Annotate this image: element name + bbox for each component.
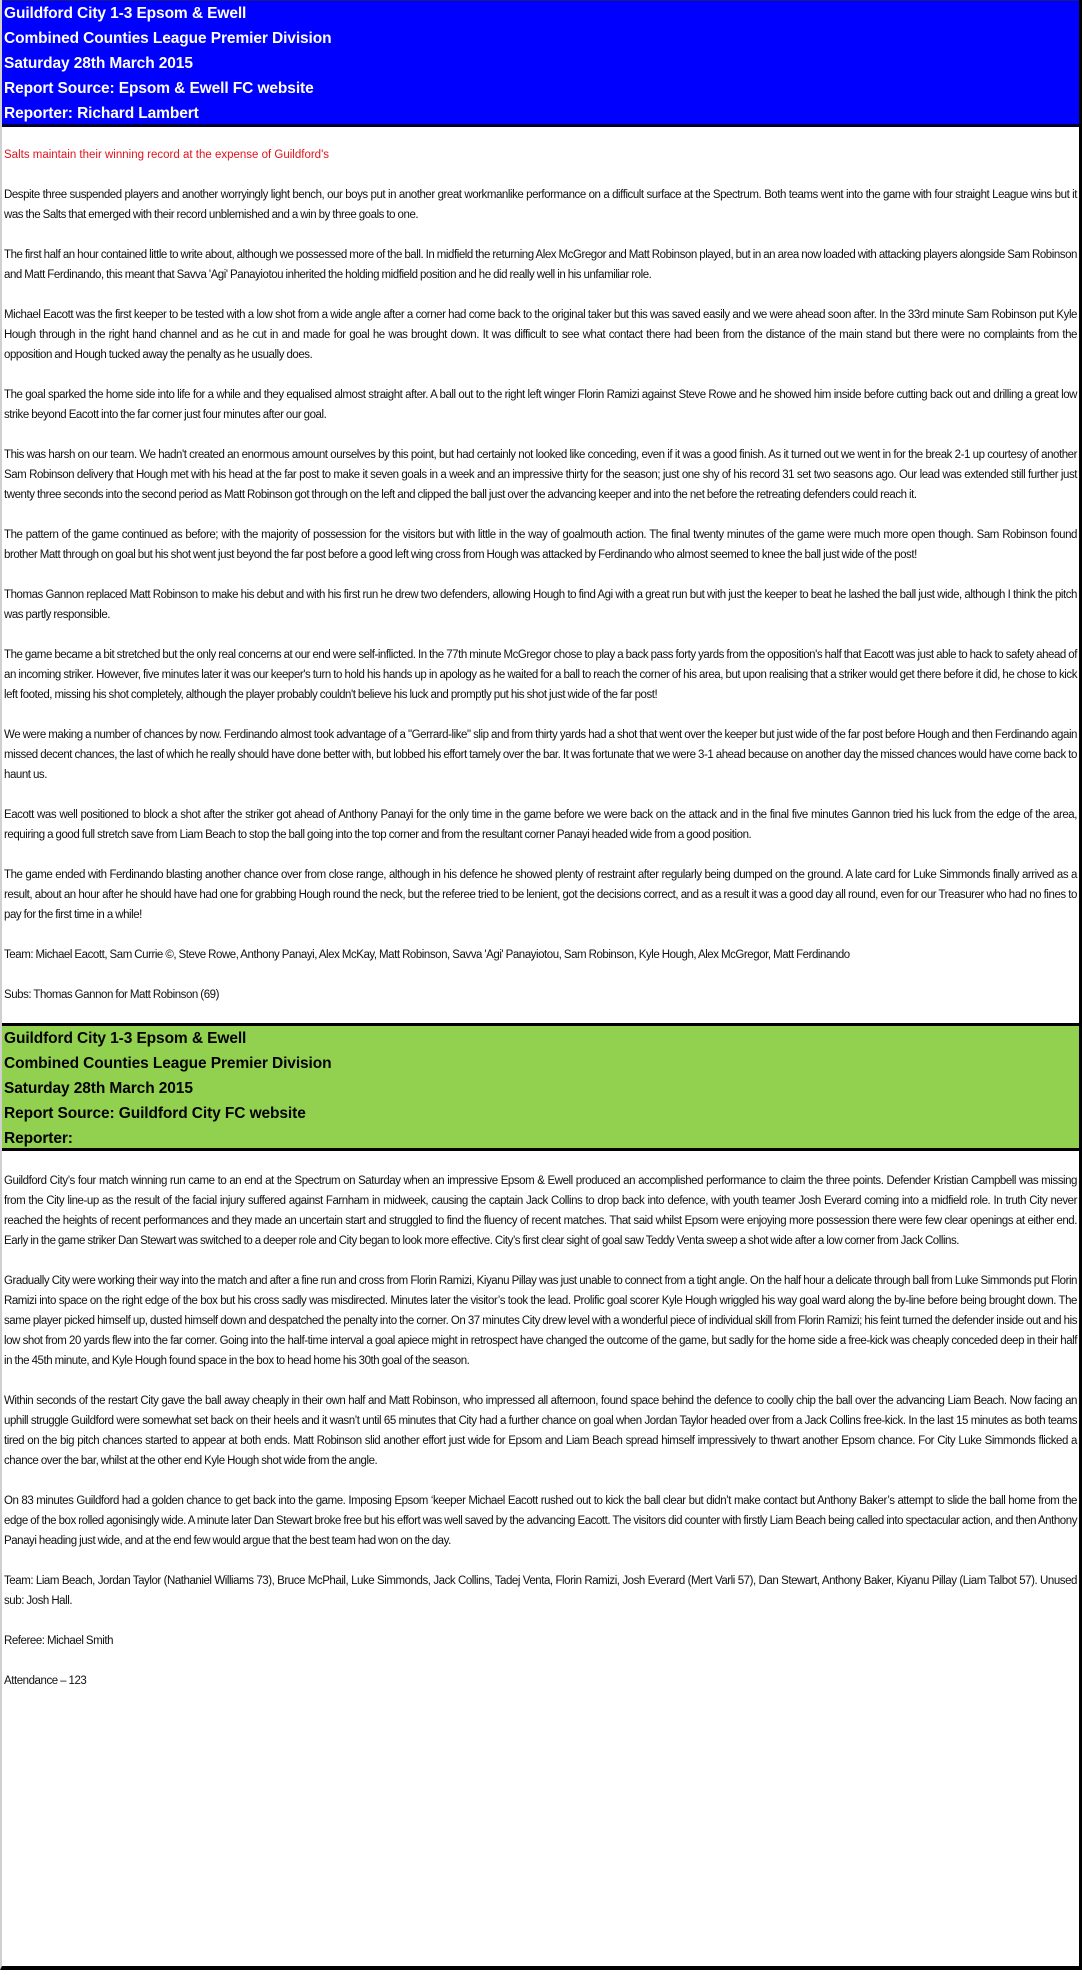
report-body-epsom: [2, 145, 1079, 1005]
report-paragraph: The pattern of the game continued as before; with the majority of possession for the visitors but with little in the way of goalmouth action. The final twenty minutes of the game were much more open though. Sam Robinson found brother Matt through on goal but his shot went just beyond the far post before a good left wing cross from Hough was attacked by Ferdinando who almost seemed to knee the ball just wide of the post!: [4, 529, 1077, 561]
report-paragraph: Within seconds of the restart City gave the ball away cheaply in their own half and Matt Robinson, who impressed all afternoon, found space behind the defence to coolly chip the ball over the advancing Liam Beach. Now facing an uphill struggle Guildford were somewhat set back on their heels and it wasn’t until 65 minutes that City had a further chance on goal when Jordan Taylor headed over from a Jack Collins free-kick. In the last 15 minutes as both teams tired on the big pitch chances started to appear at both ends. Matt Robinson slid another effort just wide for Epsom and Liam Beach spread himself impressively to thwart another Epsom chance. For City Luke Simmonds flicked a chance over the bar, whilst at the other end Kyle Hough shot wide from the angle.: [4, 1395, 1077, 1467]
match-date: Saturday 28th March 2015: [4, 1080, 193, 1097]
report-paragraph: Thomas Gannon replaced Matt Robinson to make his debut and with his first run he drew two defenders, allowing Hough to find Agi with a great run but with just the keeper to beat he lashed the ball just wide, although I think the pitch was partly responsible.: [4, 589, 1077, 621]
reporter: Reporter: Richard Lambert: [4, 105, 199, 122]
competition-name: Combined Counties League Premier Division: [4, 1055, 332, 1072]
competition-name: Combined Counties League Premier Division: [4, 30, 332, 47]
report-paragraph: This was harsh on our team. We hadn't created an enormous amount ourselves by this point, but had certainly not looked like conceding, even if it was a good finish. As it turned out we went in for the break 2-1 up courtesy of another Sam Robinson delivery that Hough met with his head at the far post to make it seven goals in a week and an impressive thirty for the season; just one shy of his record 31 set two seasons ago. Our lead was extended still further just twenty three seconds into the second period as Matt Robinson got through on the left and clipped the ball just over the advancing keeper and into the net before the retreating defenders could reach it.: [4, 449, 1077, 501]
report-paragraph: Guildford City’s four match winning run came to an end at the Spectrum on Saturday when an impressive Epsom & Ewell produced an accomplished performance to claim the three points. Defender Kristian Campbell was missing from the City line-up as the result of the facial injury suffered against Farnham in midweek, causing the captain Jack Collins to drop back into defence, with youth teamer Josh Everard coming into a midfield role. In truth City never reached the heights of recent performances and they made an uncertain start and struggled to find the fluency of recent matches. That said whilst Epsom were enjoying more possession there were few clear openings at either end. Early in the game striker Dan Stewart was switched to a deeper role and City began to look more effective. City’s first clear sight of goal saw Teddy Venta sweep a shot wide after a low corner from Jack Collins.: [4, 1175, 1077, 1247]
match-date: Saturday 28th March 2015: [4, 55, 193, 72]
report-paragraph: The goal sparked the home side into life for a while and they equalised almost straight after. A ball out to the right left winger Florin Ramizi against Steve Rowe and he showed him inside before cutting back out and drilling a great low strike beyond Eacott into the far corner just four minutes after our goal.: [4, 389, 1077, 421]
report-paragraph: The game ended with Ferdinando blasting another chance over from close range, although in his defence he showed plenty of restraint after regularly being dumped on the ground. A late card for Luke Simmonds finally arrived as a result, about an hour after he should have had one for grabbing Hough round the neck, but the referee tried to be lenient, got the decisions correct, and as a result it was a good day all round, even for our Treasurer who had no fines to pay for the first time in a while!: [4, 869, 1077, 921]
report-paragraph: Eacott was well positioned to block a shot after the striker got ahead of Anthony Panayi for the only time in the game before we were back on the attack and in the final five minutes Gannon tried his luck from the edge of the area, requiring a good full stretch save from Liam Beach to stop the ball going into the top corner and from the resultant corner Panayi headed wide from a good position.: [4, 809, 1077, 841]
report-source: Report Source: Guildford City FC website: [4, 1105, 306, 1122]
substitutes: Subs: Thomas Gannon for Matt Robinson (69): [4, 989, 219, 1001]
report-paragraph: The game became a bit stretched but the only real concerns at our end were self-inflicted. In the 77th minute McGregor chose to play a back pass forty yards from the opposition's half that Eacott was just able to hack to safety ahead of an incoming striker. However, five minutes later it was our keeper's turn to hold his hands up in apology as he waited for a ball to reach the corner of his area, but upon realising that a striker would get there before it did, he chose to kick left footed, missing his shot completely, although the player probably couldn't believe his luck and promptly put his shot just wide of the far post!: [4, 649, 1077, 701]
match-title: Guildford City 1-3 Epsom & Ewell: [4, 1030, 247, 1047]
report-body-guildford: [2, 1151, 1079, 1691]
report-tagline: Salts maintain their winning record at the expense of Guildford's: [4, 149, 330, 161]
attendance: Attendance – 123: [4, 1675, 87, 1687]
referee: Referee: Michael Smith: [4, 1635, 114, 1647]
report-header-guildford: [2, 1023, 1079, 1151]
report-paragraph: The first half an hour contained little to write about, although we possessed more of the ball. In midfield the returning Alex McGregor and Matt Robinson played, but in an area now loaded with attacking players alongside Sam Robinson and Matt Ferdinando, this meant that Savva 'Agi' Panayiotou inherited the holding midfield position and he did really well in his unfamiliar role.: [4, 249, 1077, 281]
team-lineup: Team: Michael Eacott, Sam Currie ©, Steve Rowe, Anthony Panayi, Alex McKay, Matt Robinson, Savva 'Agi' Panayiotou, Sam Robinson, Kyle Hough, Alex McGregor, Matt Ferdinando: [4, 949, 850, 961]
report-source: Report Source: Epsom & Ewell FC website: [4, 80, 314, 97]
report-paragraph: Michael Eacott was the first keeper to be tested with a low shot from a wide angle after a corner had come back to the original taker but this was saved easily and we were ahead soon after. In the 33rd minute Sam Robinson put Kyle Hough through in the right hand channel and as he cut in and made for goal he was brought down. It was difficult to see what contact there had been from the distance of the main stand but there were no complaints from the opposition and Hough tucked away the penalty as he usually does.: [4, 309, 1077, 361]
report-paragraph: On 83 minutes Guildford had a golden chance to get back into the game. Imposing Epsom ‘keeper Michael Eacott rushed out to kick the ball clear but didn’t make contact but Anthony Baker’s attempt to slide the ball home from the edge of the box rolled agonisingly wide. A minute later Dan Stewart broke free but his effort was well saved by the advancing Eacott. The visitors did counter with firstly Liam Beach being called into spectacular action, and then Anthony Panayi heading just wide, and at the end few would argue that the best team had won on the day.: [4, 1495, 1077, 1547]
report-paragraph: Gradually City were working their way into the match and after a fine run and cross from Florin Ramizi, Kiyanu Pillay was just unable to connect from a tight angle. On the half hour a delicate through ball from Luke Simmonds put Florin Ramizi into space on the right edge of the box but his cross sadly was misdirected. Minutes later the visitor’s took the lead. Prolific goal scorer Kyle Hough wriggled his way goal ward along the by-line before being brought down. The same player picked himself up, dusted himself down and despatched the penalty into the corner. On 37 minutes City drew level with a wonderful piece of individual skill from Florin Ramizi; his feint turned the defender inside out and his low shot from 20 yards flew into the far corner. Going into the half-time interval a goal apiece might in retrospect have changed the outcome of the game, but sadly for the home side a free-kick was cheaply conceded deep in their half in the 45th minute, and Kyle Hough found space in the box to head home his 30th goal of the season.: [4, 1275, 1077, 1367]
match-title: Guildford City 1-3 Epsom & Ewell: [4, 5, 247, 22]
report-header-epsom: [2, 0, 1079, 127]
report-paragraph: Despite three suspended players and another worryingly light bench, our boys put in another great workmanlike performance on a difficult surface at the Spectrum. Both teams went into the game with four straight League wins but it was the Salts that emerged with their record unblemished and a win by three goals to one.: [4, 189, 1077, 221]
report-paragraph: We were making a number of chances by now. Ferdinando almost took advantage of a "Gerrard-like" slip and from thirty yards had a shot that went over the keeper but just wide of the far post before Hough and then Ferdinando again missed decent chances, the last of which he really should have done better with, but lobbed his effort tamely over the bar. It was fortunate that we were 3-1 ahead because on another day the missed chances would have come back to haunt us.: [4, 729, 1077, 781]
team-lineup: Team: Liam Beach, Jordan Taylor (Nathaniel Williams 73), Bruce McPhail, Luke Simmonds, Jack Collins, Tadej Venta, Florin Ramizi, Josh Everard (Mert Varli 57), Dan Stewart, Anthony Baker, Kiyanu Pillay (Liam Talbot 57). Unused sub: Josh Hall.: [4, 1575, 1077, 1607]
reporter: Reporter:: [4, 1130, 73, 1147]
